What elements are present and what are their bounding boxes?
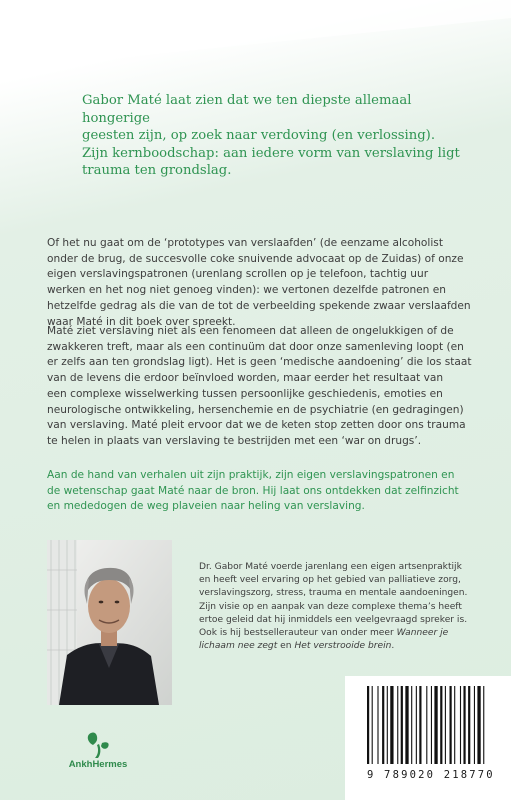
text-line: onder de brug, de succesvolle coke snuivende advocaat op de Zuidas) of onze	[47, 252, 464, 265]
intro-statement	[82, 92, 482, 180]
book-title: Het verstrooide brein	[294, 641, 392, 652]
barcode-bar	[387, 686, 388, 764]
author-bio	[199, 561, 479, 653]
barcode-bar	[477, 686, 480, 764]
bio-line: en heeft veel ervaring op het gebied van palliatieve zorg,	[199, 575, 461, 586]
barcode-bar	[411, 686, 412, 764]
barcode-bar	[401, 686, 403, 764]
text-line: waar Maté in dit boek over spreekt.	[47, 315, 236, 328]
barcode-bar	[377, 686, 378, 764]
bio-connector: en	[280, 641, 292, 652]
text-line: van de levens die erdoor beïnvloed worden, maar eerder het resultaat van	[47, 372, 444, 385]
barcode-bar	[367, 686, 369, 764]
text-line: de wetenschap gaat Maté naar de bron. Hij laat ons ontdekken dat zelfinzicht	[47, 484, 459, 497]
text-line: werken en het nog niet genoeg vinden): we vertonen dezelfde patronen en	[47, 284, 446, 297]
barcode-bar	[434, 686, 437, 764]
book-title: Wanneer je lichaam nee zegt	[199, 628, 449, 652]
barcode-bar	[445, 686, 446, 764]
barcode-bar	[460, 686, 461, 764]
text-line: en mededogen de weg plaveien naar heling van verslaving.	[47, 500, 365, 513]
text-line: Of het nu gaat om de ‘prototypes van verslaafden’ (de eenzame alcoholist	[47, 237, 443, 249]
bio-line: verslavingszorg, stress, trauma en mentale aandoeningen.	[199, 588, 468, 599]
isbn-number: 9 789020 218770	[367, 769, 495, 781]
barcode-bar	[431, 686, 432, 764]
author-photo	[47, 540, 172, 705]
barcode-bar	[390, 686, 393, 764]
text-line: er zelfs aan ten grondslag ligt). Het is geen ‘medische aandoening’ die los staat	[47, 356, 472, 369]
text-line: eigen verslavingspatronen (urenlang scrollen op je telefoon, tachtig uur	[47, 268, 429, 281]
publisher-name: AnkhHermes	[68, 759, 128, 770]
text-line: te helen in plaats van verslaving te bestrijden met een ‘war on drugs’.	[47, 434, 422, 447]
barcode-bar	[454, 686, 455, 764]
intro-line: Gabor Maté laat zien dat we ten diepste allemaal hongerige	[82, 93, 412, 126]
barcode-bar	[463, 686, 465, 764]
text-line: Maté ziet verslaving niet als een fenomeen dat alleen de ongelukkigen of de	[47, 325, 454, 337]
ankh-icon	[62, 730, 134, 760]
intro-line: Zijn kernboodschap: aan iedere vorm van verslaving ligt	[82, 145, 460, 161]
intro-line: geesten zijn, op zoek naar verdoving (en verlossing).	[82, 128, 436, 143]
barcode-bar	[440, 686, 442, 764]
barcode-bar	[382, 686, 384, 764]
bio-line: ertoe geleid dat hij inmiddels een veelgevraagd spreker is.	[199, 614, 468, 625]
barcode-bar	[450, 686, 452, 764]
text-line: Aan de hand van verhalen uit zijn praktijk, zijn eigen verslavingspatronen en	[47, 469, 455, 481]
text-line: een complexe wisselwerking tussen persoonlijke geschiedenis, emoties en	[47, 387, 443, 400]
text-line: van verslaving. Maté pleit ervoor dat we de keten stop zetten door ons trauma	[47, 419, 466, 432]
barcode	[345, 676, 511, 800]
blurb-paragraph-3-highlight	[47, 468, 477, 515]
barcode-bar	[468, 686, 470, 764]
bio-line: Dr. Gabor Maté voerde jarenlang een eigen artsenpraktijk	[199, 562, 462, 572]
barcode-bar	[372, 686, 373, 764]
intro-line: trauma ten grondslag.	[82, 163, 232, 178]
barcode-bar	[426, 686, 427, 764]
blurb-paragraph-1	[47, 236, 477, 330]
bio-end: .	[391, 641, 395, 652]
text-line: neurologische ontwikkeling, hersenchemie en de psychiatrie (en gedragingen)	[47, 403, 464, 416]
text-line: hetzelfde gedrag als die van de tot de verbeelding spekende zwaar verslaafden	[47, 299, 471, 312]
barcode-bar	[405, 686, 408, 764]
blurb-paragraph-2	[47, 324, 477, 450]
publisher-logo	[62, 730, 134, 776]
barcode-bar	[483, 686, 484, 764]
barcode-bar	[416, 686, 417, 764]
barcode-bars	[345, 676, 511, 768]
barcode-bar	[474, 686, 475, 764]
barcode-bar	[419, 686, 421, 764]
text-line: zwakkeren treft, maar als een continuüm dat door onze samenleving loopt (en	[47, 340, 464, 353]
bio-line: Zijn visie op en aanpak van deze complexe thema’s heeft	[199, 601, 462, 612]
barcode-bar	[397, 686, 398, 764]
bio-line: Ook is hij bestsellerauteur van onder meer	[199, 628, 394, 639]
